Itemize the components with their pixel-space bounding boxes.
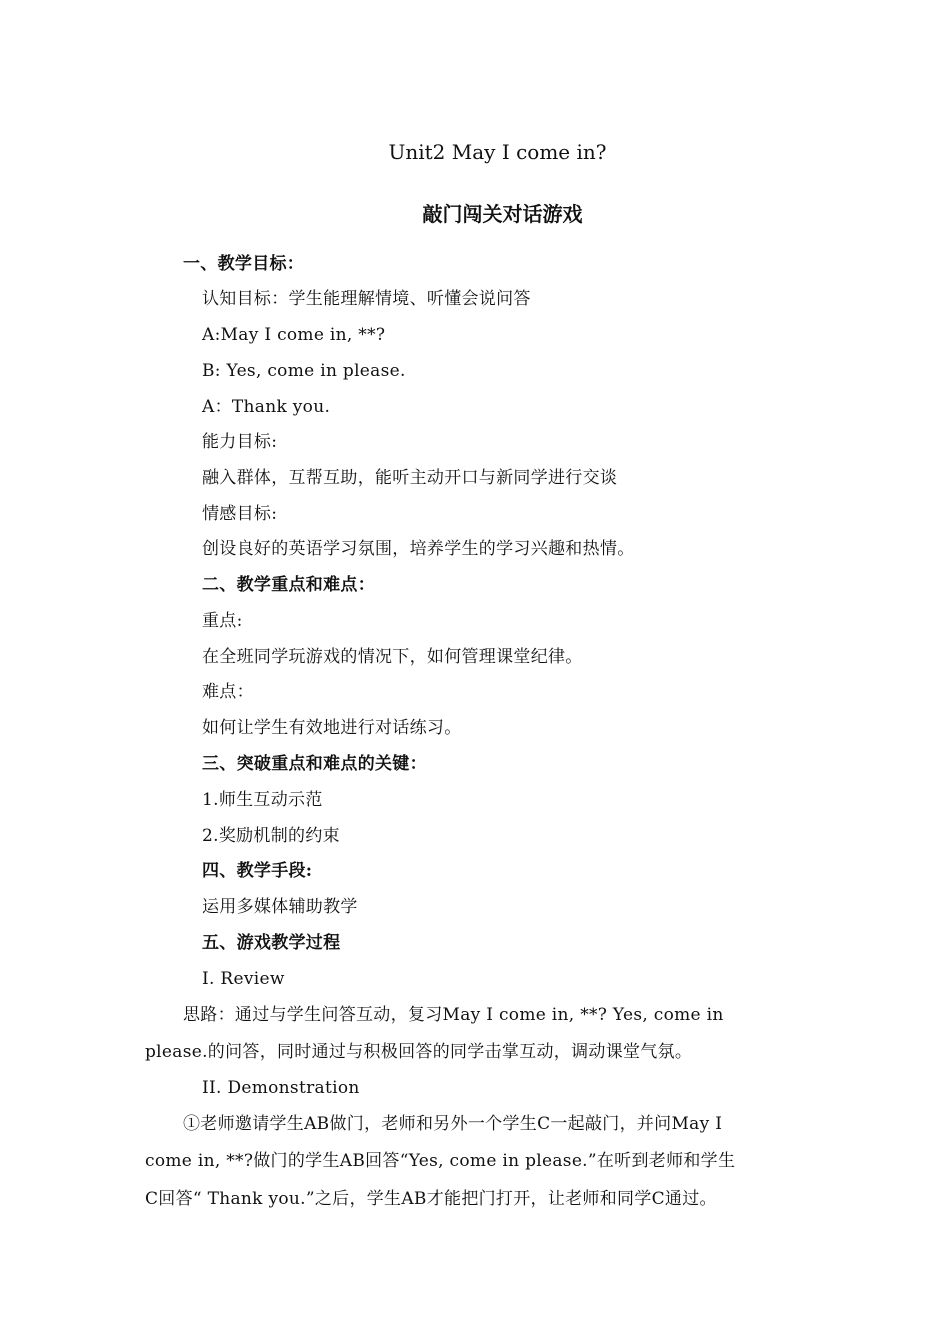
text-line: 重点:	[202, 611, 243, 631]
text-line: 如何让学生有效地进行对话练习。	[202, 718, 462, 738]
paragraph-line: ①老师邀请学生AB做门，老师和另外一个学生C一起敲门，并问May I	[183, 1114, 723, 1134]
paragraph-line: C回答“ Thank you.”之后，学生AB才能把门打开，让老师和同学C通过。	[145, 1189, 717, 1209]
text-line: A：Thank you.	[202, 397, 331, 417]
paragraph-line: come in, **?做门的学生AB回答“Yes, come in please.”在听到老师和学生	[145, 1151, 736, 1171]
document-subtitle: 敲门闯关对话游戏	[422, 202, 583, 226]
text-line: 2.奖励机制的约束	[202, 826, 340, 846]
text-line: II. Demonstration	[202, 1078, 360, 1098]
text-line: B: Yes, come in please.	[202, 361, 406, 381]
section-heading-process: 五、游戏教学过程	[202, 933, 341, 953]
document-title: Unit2 May I come in?	[388, 140, 607, 164]
section-heading-keys: 三、突破重点和难点的关键：	[202, 754, 427, 774]
section-heading-methods: 四、教学手段:	[202, 861, 313, 881]
text-line: 情感目标:	[202, 504, 278, 524]
text-line: A:May I come in, **?	[202, 325, 386, 345]
paragraph-line: 思路：通过与学生问答互动，复习May I come in, **? Yes, come in	[183, 1005, 724, 1025]
paragraph-line: please.的问答，同时通过与积极回答的同学击掌互动，调动课堂气氛。	[145, 1042, 693, 1062]
section-heading-objectives: 一、教学目标：	[183, 254, 305, 274]
text-line: 在全班同学玩游戏的情况下，如何管理课堂纪律。	[202, 647, 583, 667]
text-line: 能力目标:	[202, 432, 278, 452]
text-line: 难点：	[202, 682, 254, 702]
text-line: 认知目标：学生能理解情境、听懂会说问答	[202, 289, 531, 309]
text-line: 融入群体，互帮互助，能听主动开口与新同学进行交谈	[202, 468, 618, 488]
section-heading-key-points: 二、教学重点和难点：	[202, 575, 375, 595]
text-line: 运用多媒体辅助教学	[202, 897, 358, 917]
text-line: 1.师生互动示范	[202, 790, 323, 810]
text-line: I. Review	[202, 969, 285, 989]
text-line: 创设良好的英语学习氛围，培养学生的学习兴趣和热情。	[202, 539, 635, 559]
